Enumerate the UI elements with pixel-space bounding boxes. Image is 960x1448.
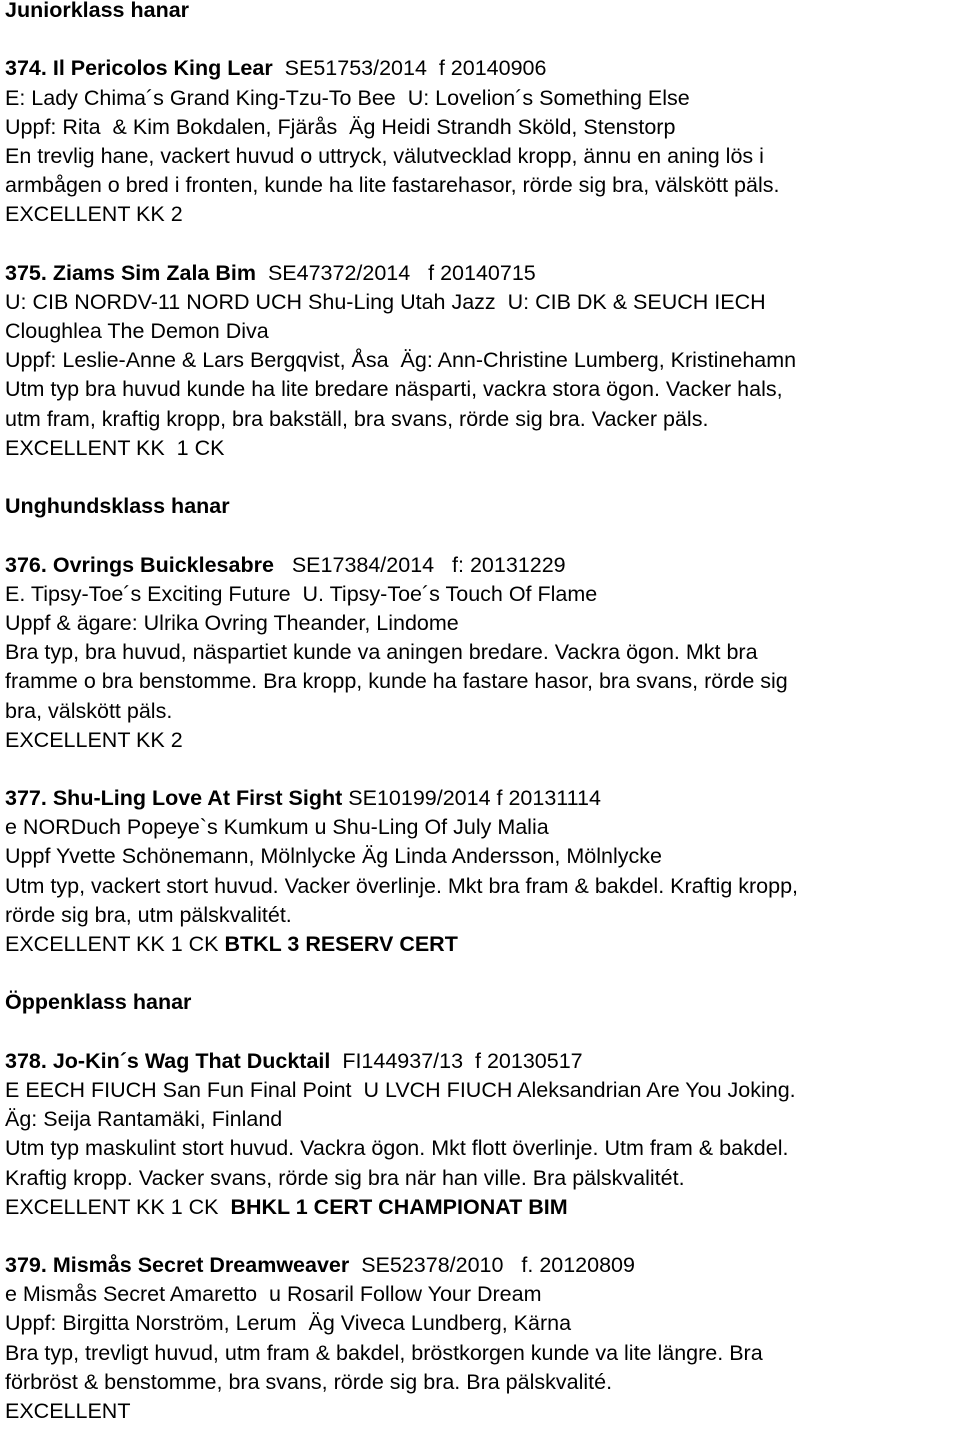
spacer [5, 1018, 960, 1047]
spacer [5, 755, 960, 784]
entry-header [5, 54, 960, 83]
award-line [5, 434, 960, 463]
award: EXCELLENT KK 1 CK [5, 435, 225, 460]
class-heading-open: Öppenklass hanar [5, 990, 192, 1015]
entry-line: Uppf: Birgitta Norström, Lerum Äg Viveca Lundberg, Kärna [5, 1311, 572, 1336]
award-line [5, 200, 960, 229]
entry-line: Bra typ, bra huvud, näspartiet kunde va aningen bredare. Vackra ögon. Mkt bra [5, 640, 758, 665]
dog-name: Jo-Kin´s Wag That Ducktail [52, 1048, 331, 1073]
registration: SE52378/2010 f. 20120809 [361, 1253, 635, 1278]
award-title: BHKL 1 CERT CHAMPIONAT BIM [230, 1194, 568, 1219]
registration: SE10199/2014 f 20131114 [348, 786, 601, 811]
dog-name: Ziams Sim Zala Bim [52, 260, 256, 285]
entry-number: 374. [5, 56, 47, 81]
entry-number: 378. [5, 1048, 47, 1073]
registration: SE51753/2014 f 20140906 [284, 56, 547, 81]
entry-line: Uppf: Rita & Kim Bokdalen, Fjärås Äg Heidi Strandh Sköld, Stenstorp [5, 114, 676, 139]
entry-line: bra, välskött päls. [5, 698, 173, 723]
spacer [5, 463, 960, 492]
entry-line: Utm typ, vackert stort huvud. Vacker överlinje. Mkt bra fram & bakdel. Kraftig kropp, [5, 873, 799, 898]
entry-line: Cloughlea The Demon Diva [5, 319, 269, 344]
entry-line: Uppf Yvette Schönemann, Mölnlycke Äg Linda Andersson, Mölnlycke [5, 844, 662, 869]
entry-line: e NORDuch Popeye`s Kumkum u Shu-Ling Of July Malia [5, 815, 549, 840]
entry-header [5, 259, 960, 288]
entry-line: E. Tipsy-Toe´s Exciting Future U. Tipsy-Toe´s Touch Of Flame [5, 581, 598, 606]
entry-line: Utm typ bra huvud kunde ha lite bredare näsparti, vackra stora ögon. Vacker hals, [5, 377, 783, 402]
spacer [5, 25, 960, 54]
document [5, 0, 960, 1426]
award: EXCELLENT KK 1 CK [5, 1194, 219, 1219]
award: EXCELLENT KK 1 CK [5, 932, 219, 956]
award-line [5, 1193, 960, 1222]
entry-line: Bra typ, trevligt huvud, utm fram & bakdel, bröstkorgen kunde va lite längre. Bra [5, 1340, 763, 1365]
dog-name: Ovrings Buicklesabre [52, 552, 274, 577]
dog-name: Shu-Ling Love At First Sight [52, 786, 343, 811]
award-line [5, 930, 960, 959]
entry-line: Utm typ maskulint stort huvud. Vackra ögon. Mkt flott överlinje. Utm fram & bakdel. [5, 1136, 789, 1161]
class-heading-young: Unghundsklass hanar [5, 494, 230, 519]
entry-line: Uppf: Leslie-Anne & Lars Bergqvist, Åsa Äg: Ann-Christine Lumberg, Kristinehamn [5, 348, 797, 373]
entry-line: Uppf & ägare: Ulrika Ovring Theander, Lindome [5, 610, 459, 635]
dog-name: Il Pericolos King Lear [52, 56, 273, 81]
award: EXCELLENT [5, 1399, 131, 1423]
entry-number: 375. [5, 260, 47, 285]
entry-line: Kraftig kropp. Vacker svans, rörde sig bra när han ville. Bra pälskvalitét. [5, 1165, 685, 1190]
class-heading-junior: Juniorklass hanar [5, 0, 190, 22]
entry-line: förbröst & benstomme, bra svans, rörde sig bra. Bra pälskvalité. [5, 1369, 613, 1394]
award-line [5, 1397, 960, 1426]
award: EXCELLENT KK 2 [5, 202, 183, 227]
entry-line: e Mismås Secret Amaretto u Rosaril Follow Your Dream [5, 1282, 542, 1307]
entry-line: framme o bra benstomme. Bra kropp, kunde ha fastare hasor, bra svans, rörde sig [5, 669, 788, 694]
registration: SE47372/2014 f 20140715 [267, 260, 536, 285]
spacer [5, 521, 960, 550]
entry-header [5, 784, 960, 813]
award-line [5, 726, 960, 755]
spacer [5, 959, 960, 988]
entry-number: 377. [5, 786, 47, 811]
entry-line: armbågen o bred i fronten, kunde ha lite fastarehasor, rörde sig bra, välskött päls. [5, 173, 780, 198]
entry-line: rörde sig bra, utm pälskvalitét. [5, 902, 292, 927]
award: EXCELLENT KK 2 [5, 727, 183, 752]
entry-header [5, 551, 960, 580]
dog-name: Mismås Secret Dreamweaver [52, 1253, 350, 1278]
entry-line: U: CIB NORDV-11 NORD UCH Shu-Ling Utah Jazz U: CIB DK & SEUCH IECH [5, 289, 766, 314]
entry-line: utm fram, kraftig kropp, bra bakställ, bra svans, rörde sig bra. Vacker päls. [5, 406, 709, 431]
registration: FI144937/13 f 20130517 [342, 1048, 583, 1073]
entry-line: En trevlig hane, vackert huvud o uttryck, välutvecklad kropp, ännu en aning lös i [5, 143, 764, 168]
entry-header [5, 1251, 960, 1280]
entry-line: Äg: Seija Rantamäki, Finland [5, 1107, 283, 1132]
entry-number: 376. [5, 552, 47, 577]
entry-number: 379. [5, 1253, 47, 1278]
award-title: BTKL 3 RESERV CERT [224, 932, 458, 956]
entry-line: E: Lady Chima´s Grand King-Tzu-To Bee U: Lovelion´s Something Else [5, 85, 690, 110]
spacer [5, 230, 960, 259]
spacer [5, 1222, 960, 1251]
registration: SE17384/2014 f: 20131229 [291, 552, 566, 577]
entry-line: E EECH FIUCH San Fun Final Point U LVCH FIUCH Aleksandrian Are You Joking. [5, 1077, 796, 1102]
entry-header [5, 1047, 960, 1076]
